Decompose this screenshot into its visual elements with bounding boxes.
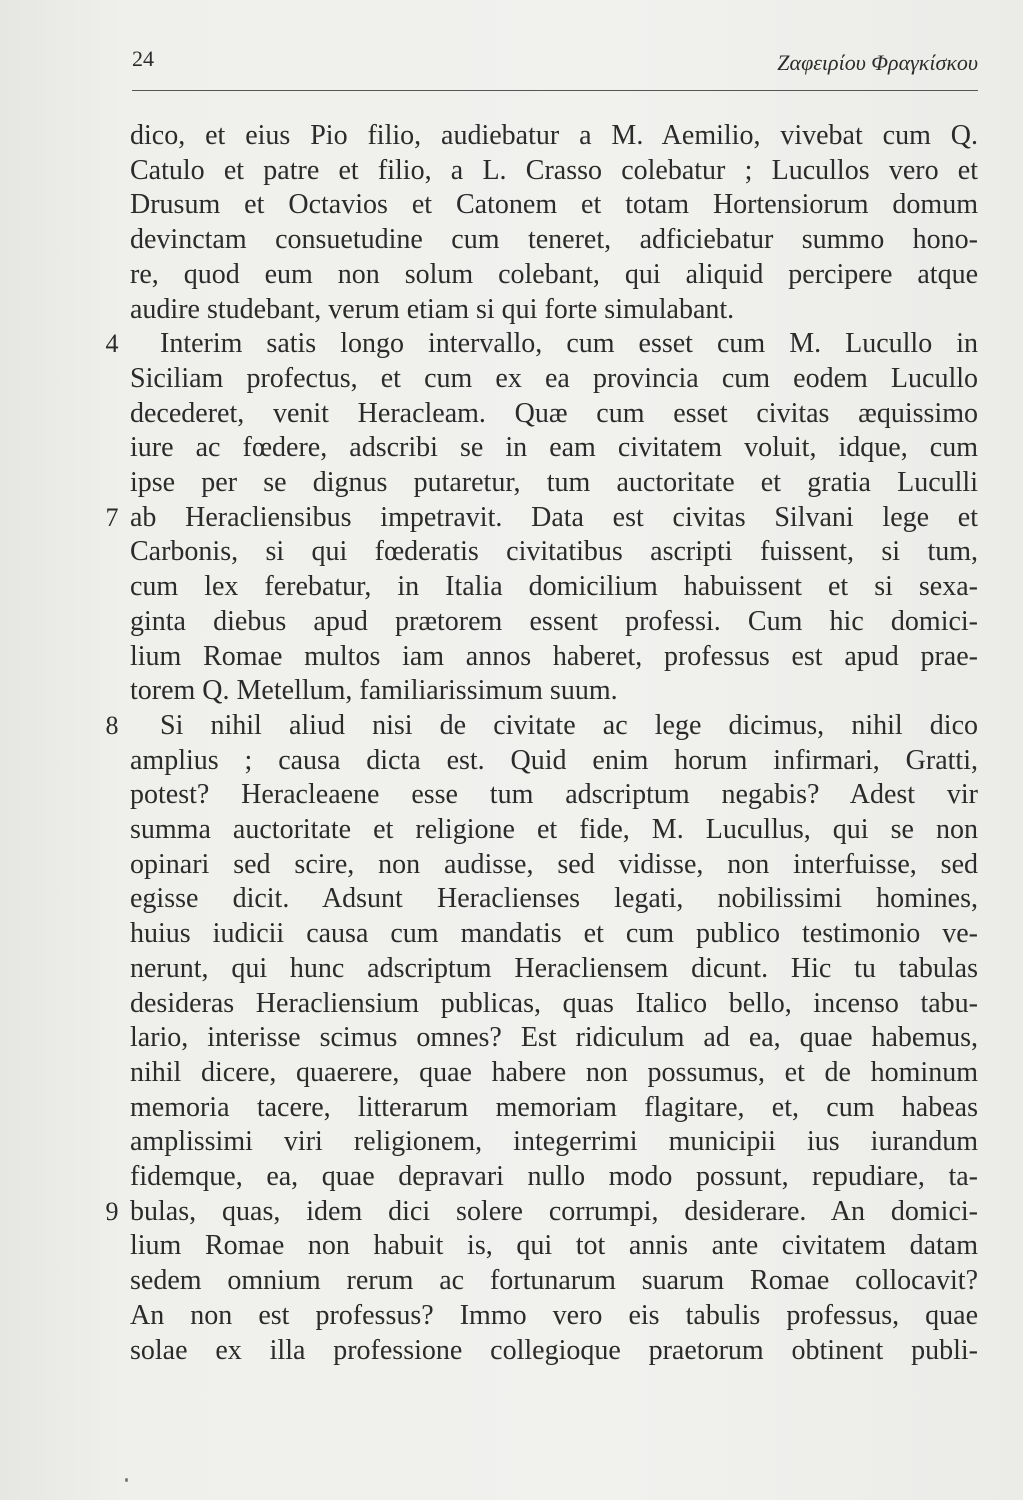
text-line [0, 534, 1023, 570]
paper-speck [125, 1478, 128, 1482]
page-header [132, 46, 978, 91]
line-text: bulas, quas, idem dici solere corrumpi, desiderare. An domici- [130, 1195, 978, 1227]
text-line [0, 1020, 1023, 1056]
line-text: torem Q. Metellum, familiarissimum suum. [130, 675, 618, 707]
line-text: egisse dicit. Adsunt Heraclienses legati, nobilissimi homines, [130, 883, 978, 915]
line-text: potest? Heracleaene esse tum adscriptum negabis? Adest vir [130, 779, 978, 811]
text-line [0, 292, 1023, 328]
text-line [0, 257, 1023, 293]
text-line [0, 639, 1023, 675]
line-text: Siciliam profectus, et cum ex ea provincia cum eodem Lucullo [130, 362, 978, 394]
line-text: Drusum et Octavios et Catonem et totam Hortensiorum domum [130, 189, 978, 221]
text-line [0, 1055, 1023, 1091]
text-line [0, 222, 1023, 258]
line-text: nerunt, qui hunc adscriptum Heracliensem dicunt. Hic tu tabulas [130, 952, 978, 984]
section-number: 8 [105, 710, 119, 740]
section-number: 4 [105, 329, 119, 359]
text-line [0, 326, 1023, 362]
line-text: An non est professus? Immo vero eis tabulis professus, quae [130, 1299, 978, 1331]
text-line [0, 361, 1023, 397]
text-line [0, 847, 1023, 883]
text-line [0, 1333, 1023, 1369]
text-line [0, 951, 1023, 987]
text-line [0, 1090, 1023, 1126]
text-line [0, 430, 1023, 466]
line-text: sedem omnium rerum ac fortunarum suarum Romae collocavit? [130, 1265, 978, 1297]
text-line [0, 812, 1023, 848]
text-line [0, 1159, 1023, 1195]
line-text: lium Romae multos iam annos haberet, professus est apud prae- [130, 640, 978, 672]
line-text: re, quod eum non solum colebant, qui aliquid percipere atque [130, 258, 978, 290]
line-text: iure ac fœdere, adscribi se in eam civitatem voluit, idque, cum [130, 432, 978, 464]
text-line [0, 153, 1023, 189]
line-text: huius iudicii causa cum mandatis et cum publico testimonio ve- [130, 918, 978, 950]
text-line [0, 465, 1023, 501]
line-text: amplissimi viri religionem, integerrimi municipii ius iurandum [130, 1126, 978, 1158]
line-text: nihil dicere, quaerere, quae habere non possumus, et de hominum [130, 1056, 978, 1088]
line-text: amplius ; causa dicta est. Quid enim horum infirmari, Gratti, [130, 744, 978, 776]
section-number: 9 [105, 1196, 119, 1226]
text-line [0, 708, 1023, 744]
line-text: solae ex illa professione collegioque praetorum obtinent publi- [130, 1334, 978, 1366]
text-line [0, 986, 1023, 1022]
line-text: decederet, venit Heracleam. Quæ cum esset civitas æquissimo [130, 397, 978, 429]
text-line [0, 673, 1023, 709]
text-line [0, 1228, 1023, 1264]
line-text: Catulo et patre et filio, a L. Crasso colebatur ; Lucullos vero et [130, 154, 978, 186]
line-text: Carbonis, si qui fœderatis civitatibus ascripti fuissent, si tum, [130, 536, 978, 568]
line-text: ab Heracliensibus impetravit. Data est civitas Silvani lege et [130, 501, 978, 533]
line-text: ginta diebus apud prætorem essent professi. Cum hic domici- [130, 605, 978, 637]
line-text: Si nihil aliud nisi de civitate ac lege dicimus, nihil dico [160, 709, 978, 741]
text-line [0, 118, 1023, 154]
text-line [0, 916, 1023, 952]
text-line [0, 743, 1023, 779]
text-line [0, 777, 1023, 813]
text-line [0, 569, 1023, 605]
text-line [0, 1298, 1023, 1334]
running-head: Ζαφειρίου Φραγκίσκου [777, 50, 978, 75]
line-text: dico, et eius Pio filio, audiebatur a M. Aemilio, vivebat cum Q. [130, 120, 978, 151]
line-text: audire studebant, verum etiam si qui forte simulabant. [130, 293, 735, 325]
line-text: lario, interisse scimus omnes? Est ridiculum ad ea, quae habemus, [130, 1022, 978, 1054]
line-text: lium Romae non habuit is, qui tot annis ante civitatem datam [130, 1230, 978, 1262]
line-text: ipse per se dignus putaretur, tum auctoritate et gratia Luculli [130, 467, 978, 498]
text-line [0, 187, 1023, 223]
text-line [0, 1194, 1023, 1230]
text-line [0, 1124, 1023, 1160]
line-text: devinctam consuetudine cum teneret, adficiebatur summo hono- [130, 224, 978, 256]
section-number: 7 [105, 502, 119, 532]
line-text: memoria tacere, litterarum memoriam flagitare, et, cum habeas [130, 1091, 978, 1123]
line-text: Interim satis longo intervallo, cum esset cum M. Lucullo in [160, 328, 978, 360]
page-number: 24 [132, 46, 154, 71]
line-text: cum lex ferebatur, in Italia domicilium habuissent et si sexa- [130, 571, 978, 603]
line-text: desideras Heracliensium publicas, quas Italico bello, incenso tabu- [130, 987, 978, 1019]
line-text: fidemque, ea, quae depravari nullo modo possunt, repudiare, ta- [130, 1161, 978, 1192]
text-line [0, 604, 1023, 640]
text-line [0, 500, 1023, 536]
line-text: opinari sed scire, non audisse, sed vidisse, non interfuisse, sed [130, 848, 978, 880]
text-line [0, 1263, 1023, 1299]
text-line [0, 881, 1023, 917]
text-line [0, 396, 1023, 432]
line-text: summa auctoritate et religione et fide, M. Lucullus, qui se non [130, 814, 978, 845]
